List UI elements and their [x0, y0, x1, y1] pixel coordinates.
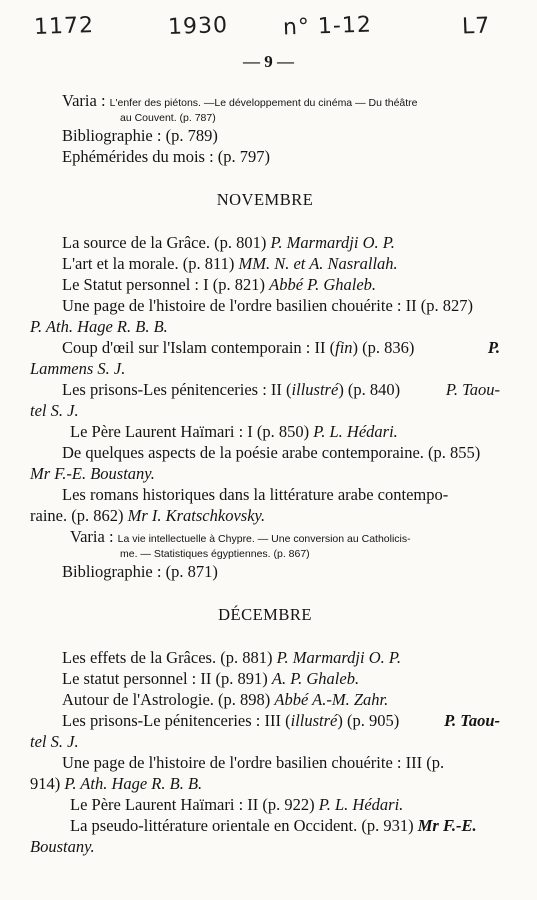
- toc-entry: [30, 710, 500, 731]
- entry-author-text: Boustany.: [30, 837, 95, 856]
- entry-title: La pseudo-littérature orientale en Occident. (p. 931): [70, 816, 414, 835]
- entry-author-text: Lammens S. J.: [30, 359, 126, 378]
- entry-author: P. L. Hédari.: [318, 795, 404, 814]
- entry-author-text: tel S. J.: [30, 401, 79, 420]
- entry-author: [30, 463, 500, 484]
- toc-entry: [30, 647, 500, 668]
- entry-title-text: Coup d'œil sur l'Islam contemporain : II (: [62, 338, 336, 357]
- entry-author: [30, 316, 500, 337]
- handwritten-issue-range: n° 1-12: [282, 12, 373, 41]
- bibliography-entry: Bibliographie : (p. 789): [62, 126, 218, 145]
- toc-entry: De quelques aspects de la poésie arabe contemporaine. (p. 855): [62, 443, 481, 462]
- entry-author: P. Marmardji O. P.: [276, 648, 401, 667]
- varia-text: La vie intellectuelle à Chypre. — Une conversion au Catholicis-: [117, 533, 411, 545]
- entry-author: P. Taou-: [445, 380, 500, 399]
- section-heading-decembre: DÉCEMBRE: [218, 605, 312, 624]
- entry-author: MM. N. et A. Nasrallah.: [238, 254, 398, 273]
- entry-author: P. Taou-: [444, 711, 500, 730]
- entry-author: A. P. Ghaleb.: [271, 669, 360, 688]
- toc-entry: [30, 668, 500, 689]
- ephemerides-entry: Ephémérides du mois : (p. 797): [62, 147, 271, 166]
- entry-page: 914): [30, 774, 61, 793]
- toc-entry: [30, 421, 500, 442]
- entry-title: Le statut personnel : II (p. 891): [62, 669, 268, 688]
- entry-author: P. L. Hédari.: [313, 422, 398, 441]
- entry-note: illustré: [291, 380, 339, 399]
- toc-entry: [30, 794, 500, 815]
- entry-author: Abbé A.-M. Zahr.: [274, 690, 389, 709]
- entry-title: Les effets de la Grâces. (p. 881): [62, 648, 273, 667]
- entry-author: P.: [487, 338, 500, 357]
- entry-title-text: Les prisons-Les pénitenceries : II (: [62, 380, 292, 399]
- entry-page: ) (p. 905): [337, 711, 400, 730]
- table-of-contents: [30, 90, 500, 857]
- varia-text-continued: me. — Statistiques égyptiennes. (p. 867): [120, 548, 310, 560]
- entry-title: La source de la Grâce. (p. 801): [62, 233, 267, 252]
- toc-entry: [30, 274, 500, 295]
- toc-entry: [30, 232, 500, 253]
- toc-entry: Les romans historiques dans la littérature arabe contempo-: [62, 485, 449, 504]
- entry-author: Abbé P. Ghaleb.: [269, 275, 377, 294]
- entry-title-text: Les prisons-Le pénitenceries : III (: [62, 711, 291, 730]
- toc-entry: Une page de l'histoire de l'ordre basilien chouérite : II (p. 827): [62, 296, 473, 315]
- toc-entry: Une page de l'histoire de l'ordre basilien chouérite : III (p.: [62, 753, 445, 772]
- entry-page: raine. (p. 862): [30, 506, 124, 525]
- entry-author-text: tel S. J.: [30, 732, 79, 751]
- varia-label: Varia :: [62, 91, 106, 110]
- entry-page: ) (p. 840): [338, 380, 401, 399]
- entry-author: [30, 400, 500, 421]
- entry-title: Le Père Laurent Haïmari : II (p. 922): [70, 795, 315, 814]
- entry-note: illustré: [290, 711, 338, 730]
- varia-entry: [30, 526, 500, 547]
- entry-author: P. Ath. Hage R. B. B.: [64, 774, 203, 793]
- entry-author: Mr I. Kratschkovsky.: [127, 506, 266, 525]
- entry-title: Autour de l'Astrologie. (p. 898): [62, 690, 271, 709]
- varia-text-continued: au Couvent. (p. 787): [120, 112, 216, 124]
- handwritten-code: L7: [461, 13, 491, 40]
- entry-author-text: Mr F.-E. Boustany.: [30, 464, 155, 483]
- varia-text: L'enfer des piétons. —Le développement du cinéma — Du théâtre: [109, 97, 418, 109]
- entry-author: P. Marmardji O. P.: [270, 233, 395, 252]
- page-number: — 9 —: [243, 52, 294, 71]
- entry-page: ) (p. 836): [352, 338, 415, 357]
- varia-entry: [30, 90, 500, 111]
- entry-title: [62, 379, 400, 400]
- entry-author-text: P. Ath. Hage R. B. B.: [30, 317, 168, 336]
- toc-entry: [30, 337, 500, 358]
- entry-author: [30, 836, 500, 857]
- entry-author: [30, 358, 500, 379]
- toc-entry: [30, 689, 500, 710]
- entry-title: Le Statut personnel : I (p. 821): [62, 275, 265, 294]
- toc-entry: [30, 815, 500, 836]
- toc-entry-continued: [30, 773, 500, 794]
- entry-title: [62, 337, 414, 358]
- handwritten-number-left: 1172: [33, 12, 95, 41]
- toc-entry: [30, 253, 500, 274]
- entry-author: [30, 731, 500, 752]
- entry-title: Le Père Laurent Haïmari : I (p. 850): [70, 422, 310, 441]
- handwritten-year: 1930: [167, 12, 229, 41]
- entry-title: [62, 710, 399, 731]
- entry-note: fin: [335, 338, 353, 357]
- entry-author: Mr F.-E.: [417, 816, 477, 835]
- toc-entry-continued: [30, 505, 500, 526]
- entry-title: L'art et la morale. (p. 811): [62, 254, 235, 273]
- varia-label: Varia :: [70, 527, 114, 546]
- bibliography-entry: Bibliographie : (p. 871): [62, 562, 218, 581]
- section-heading-novembre: NOVEMBRE: [216, 190, 314, 209]
- toc-entry: [30, 379, 500, 400]
